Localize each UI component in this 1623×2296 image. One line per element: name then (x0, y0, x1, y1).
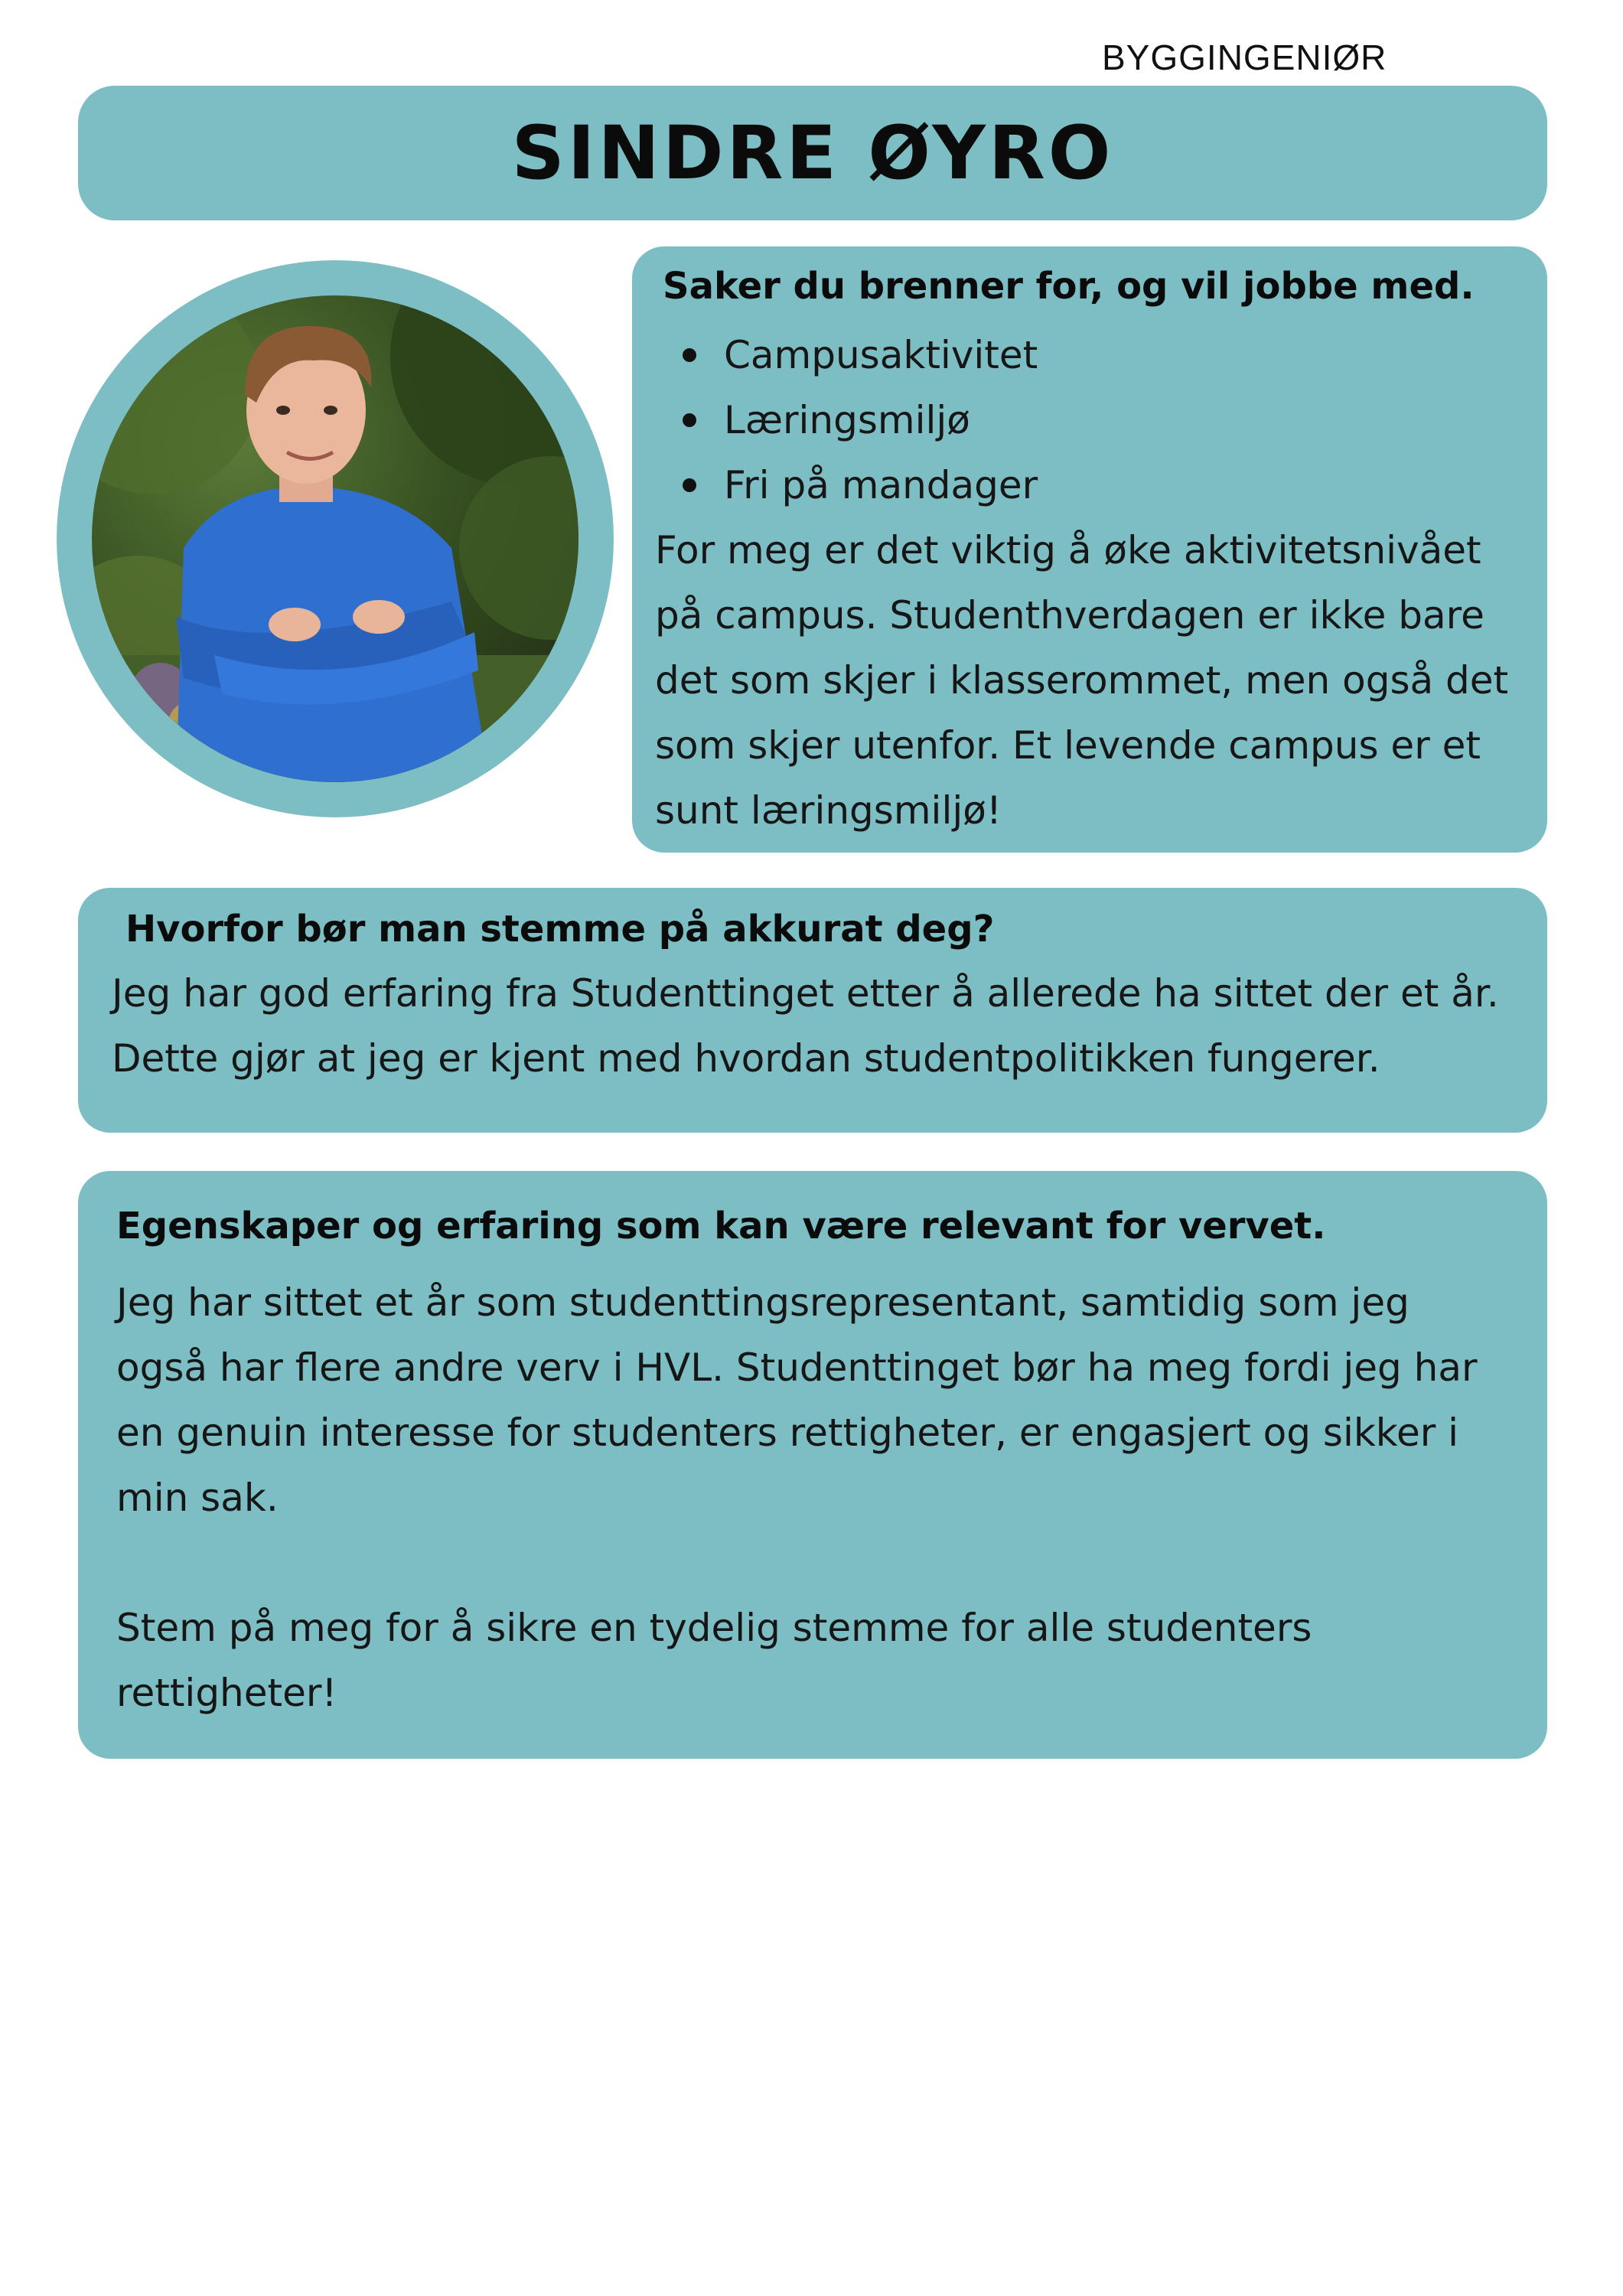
why-text: Jeg har god erfaring fra Studenttinget etter å allerede ha sittet der et år. Dette gjør at jeg er kjent med hvordan studentpolitikken fungerer. (112, 970, 1499, 1081)
program-label: BYGGINGENIØR (1102, 38, 1387, 77)
traits-appeal: Stem på meg for å sikre en tydelig stemme for alle studenters rettigheter! (116, 1605, 1312, 1715)
paragraph-spacer (116, 1531, 1509, 1596)
list-item (655, 323, 1524, 388)
issues-list (655, 323, 1524, 518)
list-item (655, 453, 1524, 518)
candidate-name: SINDRE ØYRO (511, 110, 1114, 196)
issue-label: Campusaktivitet (724, 332, 1038, 377)
issues-text: For meg er det viktig å øke aktivitetsnivået på campus. Studenthverdagen er ikke bare det som skjer i klasserommet, men også det som skjer utenfor. Et levende campus er et sunt læringsmiljø! (655, 527, 1509, 833)
name-banner (78, 86, 1547, 220)
bullet-icon (683, 478, 696, 492)
why-heading: Hvorfor bør man stemme på akkurat deg? (125, 908, 995, 951)
bullet-icon (683, 348, 696, 362)
issues-card (632, 246, 1547, 853)
traits-card (78, 1171, 1547, 1759)
traits-heading: Egenskaper og erfaring som kan være relevant for vervet. (116, 1205, 1326, 1247)
bullet-icon (683, 413, 696, 427)
candidate-photo (92, 295, 578, 782)
issue-label: Læringsmiljø (724, 397, 970, 442)
list-item (655, 388, 1524, 453)
portrait-illustration (92, 295, 578, 782)
issues-heading: Saker du brenner for, og vil jobbe med. (663, 265, 1475, 308)
traits-paragraph: Jeg har sittet et år som studenttingsrepresentant, samtidig som jeg også har flere andre verv i HVL. Studenttinget bør ha meg fordi jeg har en genuin interesse for studenters rettigheter, er engasjert og sikker i min sak. (116, 1280, 1478, 1520)
why-card (78, 888, 1547, 1133)
issue-label: Fri på mandager (724, 462, 1038, 507)
